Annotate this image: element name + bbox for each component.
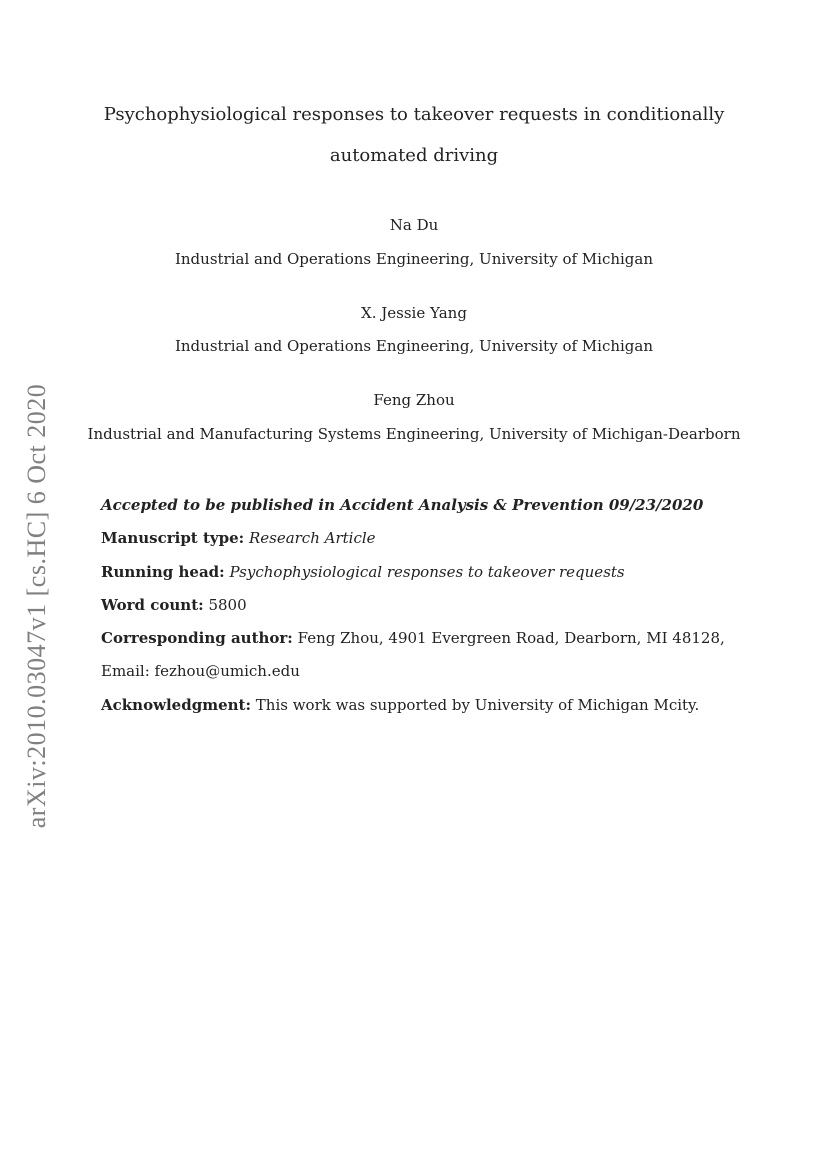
paper-title-line-2: automated driving xyxy=(329,145,499,166)
corresponding-author-email: Email: fezhou@umich.edu xyxy=(101,662,300,680)
paper-title-line-1: Psychophysiological responses to takeover requests in conditionally xyxy=(103,104,725,125)
word-count-label: Word count: xyxy=(101,596,204,614)
acknowledgment-line xyxy=(101,696,699,714)
arxiv-identifier-stamp: arXiv:2010.03047v1 [cs.HC] 6 Oct 2020 xyxy=(22,383,51,829)
manuscript-type-label: Manuscript type: xyxy=(101,529,245,547)
accepted-note: Accepted to be published in Accident Analysis & Prevention 09/23/2020 xyxy=(101,496,704,514)
author-name-1: Na Du xyxy=(389,216,439,234)
author-affiliation-2: Industrial and Operations Engineering, University of Michigan xyxy=(174,337,654,355)
corresponding-author-line xyxy=(101,629,725,647)
running-head-label: Running head: xyxy=(101,563,225,581)
manuscript-type-value: Research Article xyxy=(248,529,376,547)
author-affiliation-1: Industrial and Operations Engineering, University of Michigan xyxy=(174,250,654,268)
running-head-value: Psychophysiological responses to takeover requests xyxy=(229,563,625,581)
author-name-2: X. Jessie Yang xyxy=(361,304,467,322)
author-affiliation-3: Industrial and Manufacturing Systems Engineering, University of Michigan-Dearborn xyxy=(87,425,741,443)
author-name-3: Feng Zhou xyxy=(373,391,455,409)
running-head-line xyxy=(101,563,625,581)
corresponding-author-address: Feng Zhou, 4901 Evergreen Road, Dearborn, MI 48128, xyxy=(297,629,725,647)
corresponding-author-label: Corresponding author: xyxy=(101,629,293,647)
acknowledgment-label: Acknowledgment: xyxy=(101,696,251,714)
word-count-value: 5800 xyxy=(208,596,247,614)
word-count-line xyxy=(101,596,247,614)
manuscript-type-line xyxy=(101,529,376,547)
acknowledgment-value: This work was supported by University of Michigan Mcity. xyxy=(255,696,700,714)
